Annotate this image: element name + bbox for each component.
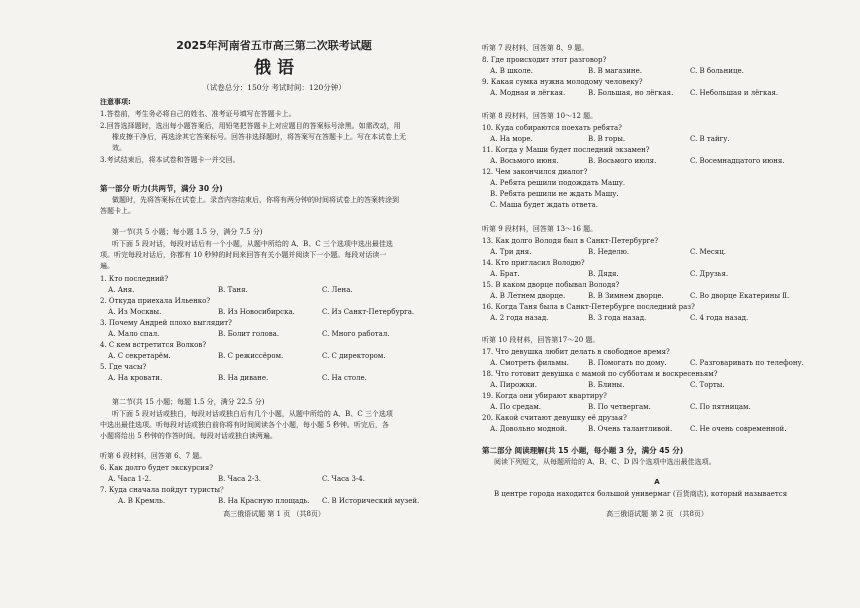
exam-meta: （试卷总分：150分 考试时间：120分钟）	[202, 83, 346, 92]
question-7: 7. Куда сначала пойдут туристы？	[100, 486, 228, 494]
question-6: 6. Как долго будет экскурсия?	[100, 464, 214, 472]
passage-line: В центре города находится большой универмаг (百货商店), который называется	[494, 490, 788, 498]
option-b: B. Часа 2-3.	[218, 475, 261, 483]
question-11: 11. Когда у Маши будет последний экзамен?	[482, 146, 650, 154]
option-c: C. По пятницам.	[690, 403, 751, 411]
options-q4	[100, 352, 448, 361]
option-a: А. В Летнем дворце.	[490, 292, 566, 300]
option-a: А. Восьмого июня.	[490, 157, 559, 165]
option-c: C. В Исторический музей.	[322, 497, 420, 505]
section1-intro-line: 项。听完每段对话后，你都有 10 秒钟的时间来回答有关小题并阅读下一小题。每段对话读一	[100, 251, 387, 259]
options-q19	[482, 403, 832, 412]
option-b: B. Помогать по дому.	[588, 359, 667, 367]
page-footer: 高三俄语试题 第 2 页 （共8页）	[606, 510, 708, 518]
option-a: А. Модная и лёгкая.	[490, 89, 566, 97]
option-c: C. Не очень современной.	[690, 425, 787, 433]
option-a: А. Мало спал.	[108, 330, 160, 338]
question-17: 17. Что девушка любит делать в свободное время?	[482, 348, 670, 356]
passage-label: А	[654, 478, 660, 486]
option-c: C. В тайгу.	[690, 135, 730, 143]
material-6-instruction: 听第 6 段材料，回答第 6、7 题。	[100, 452, 207, 460]
option-b: B. Дядя.	[588, 270, 619, 278]
options-q15	[482, 292, 832, 301]
option-c: C. Небольшая и лёгкая.	[690, 89, 779, 97]
material-8-instruction: 听第 8 段材料，回答第 10～12 题。	[482, 112, 598, 120]
option-b: B. Очень талантливой.	[588, 425, 673, 433]
exam-page-2	[482, 0, 832, 608]
option-c: C. Из Санкт-Петербурга.	[322, 308, 415, 316]
option-c: C. Часа 3-4.	[322, 475, 365, 483]
option-a: А. Часа 1-2.	[108, 475, 152, 483]
option-c: C. В больнице.	[690, 67, 744, 75]
option-b: B. С режиссёром.	[218, 352, 284, 360]
section1-intro-line: 遍。	[100, 262, 114, 270]
question-19: 19. Когда они убирают квартиру?	[482, 392, 607, 400]
option-c: C. Месяц.	[690, 248, 726, 256]
option-a: А. На море.	[490, 135, 533, 143]
option-b: B. 3 года назад.	[588, 314, 647, 322]
note-line: 1.答卷前，考生务必将自己的姓名、准考证号填写在答题卡上。	[100, 110, 296, 118]
option-c: C. Друзья.	[690, 270, 729, 278]
question-10: 10. Куда собираются поехать ребята?	[482, 124, 622, 132]
option-a: А. Пирожки.	[490, 381, 537, 389]
option-c: C. Лена.	[322, 286, 353, 294]
option-b: B. Ребята решили не ждать Машу.	[490, 190, 619, 198]
option-b: B. На Красную площадь.	[218, 497, 310, 505]
section1-intro-line: 听下面 5 段对话，每段对话后有一个小题，从题中所给的 A、B、C 三个选项中选出最佳选	[112, 240, 393, 248]
option-b: B. Большая, но лёгкая.	[588, 89, 674, 97]
exam-title: 2025年河南省五市高三第二次联考试题	[176, 40, 372, 52]
option-b: B. По четвергам.	[588, 403, 651, 411]
options-q2	[100, 308, 448, 317]
question-18: 18. Что готовит девушка с мамой по субботам и воскресеньям?	[482, 370, 718, 378]
question-5: 5. Где часы?	[100, 363, 147, 371]
question-4: 4. С кем встретится Волков?	[100, 341, 207, 349]
question-15: 15. В каком дворце побывал Володя?	[482, 281, 620, 289]
options-q16	[482, 314, 832, 323]
option-a: А. Аня.	[108, 286, 135, 294]
part1-intro-line: 做题时，先将答案标在试卷上。录音内容结束后，你将有两分钟的时间将试卷上的答案转涂到	[112, 196, 399, 204]
option-c: C. С директором.	[322, 352, 386, 360]
question-12: 12. Чем закончился диалог?	[482, 168, 588, 176]
question-16: 16. Когда Таня была в Санкт-Петербурге последний раз?	[482, 303, 695, 311]
note-line: 2.回答选择题时，选出每小题答案后，用铅笔把答题卡上对应题目的答案标号涂黑。如需改动，用	[100, 122, 401, 130]
options-q5	[100, 374, 448, 383]
material-10-instruction: 听第 10 段材料，回答第17～20 题。	[482, 336, 600, 344]
part1-intro-line: 答题卡上。	[100, 207, 135, 215]
option-b: B. На диване.	[218, 374, 269, 382]
option-a: А. На кровати.	[108, 374, 163, 382]
page-footer: 高三俄语试题 第 1 页 （共8页）	[223, 510, 325, 518]
options-q13	[482, 248, 832, 257]
option-a: А. 2 года назад.	[490, 314, 549, 322]
part1-title: 第一部分 听力(共两节，满分 30 分)	[100, 184, 223, 193]
options-q6	[100, 475, 448, 484]
options-q10	[482, 135, 832, 144]
option-b: B. В Зимнем дворце.	[588, 292, 664, 300]
options-q17	[482, 359, 832, 368]
option-c: C. Много работал.	[322, 330, 390, 338]
exam-page-1	[100, 0, 448, 608]
option-b: B. Болит голова.	[218, 330, 280, 338]
option-a: А. Из Москвы.	[108, 308, 162, 316]
options-q7	[100, 497, 448, 506]
option-c: C. Разговаривать по телефону.	[690, 359, 804, 367]
options-q9	[482, 89, 832, 98]
option-b: B. Блины.	[588, 381, 625, 389]
option-c: C. Восемнадцатого июня.	[690, 157, 785, 165]
question-3: 3. Почему Андрей плохо выглядит?	[100, 319, 232, 327]
option-a: А. Три дня.	[490, 248, 532, 256]
subject-title: 俄 语	[254, 58, 294, 78]
options-q14	[482, 270, 832, 279]
option-c: C. Торты.	[690, 381, 725, 389]
option-c: C. 4 года назад.	[690, 314, 749, 322]
note-line: 效。	[112, 144, 126, 152]
question-13: 13. Как долго Володя был в Санкт-Петербурге?	[482, 237, 659, 245]
option-b: B. Восьмого июля.	[588, 157, 657, 165]
part2-title: 第二部分 阅读理解(共 15 小题，每小题 3 分，满分 45 分)	[482, 446, 684, 455]
question-2: 2. Откуда приехала Ильенко?	[100, 297, 211, 305]
option-a: А. В школе.	[490, 67, 534, 75]
option-b: B. Неделю.	[588, 248, 630, 256]
notes-title: 注意事项:	[100, 98, 131, 106]
option-b: B. Из Новосибирска.	[218, 308, 295, 316]
option-b: B. В магазине.	[588, 67, 642, 75]
options-q20	[482, 425, 832, 434]
options-q1	[100, 286, 448, 295]
section2-intro-line: 听下面 5 段对话或独白，每段对话或独白后有几个小题，从题中所给的 A、B、C 三个选项	[112, 410, 393, 418]
material-7-instruction: 听第 7 段材料，回答第 8、9 题。	[482, 44, 589, 52]
options-q11	[482, 157, 832, 166]
option-c: C. На столе.	[322, 374, 367, 382]
material-9-instruction: 听第 9 段材料，回答第 13～16 题。	[482, 225, 598, 233]
question-9: 9. Какая сумка нужна молодому человеку?	[482, 78, 643, 86]
question-20: 20. Какой считают девушку её друзья?	[482, 414, 627, 422]
section1-title: 第一节(共 5 小题；每小题 1.5 分，满分 7.5 分)	[112, 228, 263, 236]
section2-intro-line: 中选出最佳选项。听每段对话或独白前你将有时间阅读各个小题，每小题 5 秒钟。听完后，各	[100, 421, 389, 429]
option-a: А. Довольно модной.	[490, 425, 567, 433]
option-c: C. Во дворце Екатерины Ⅱ.	[690, 292, 790, 300]
section2-intro-line: 小题将给出 5 秒钟的作答时间。每段对话或独白读两遍。	[100, 432, 277, 440]
options-q18	[482, 381, 832, 390]
note-line: 3.考试结束后，将本试卷和答题卡一并交回。	[100, 156, 240, 164]
question-14: 14. Кто пригласил Володю?	[482, 259, 585, 267]
question-8: 8. Где происходит этот разговор?	[482, 56, 607, 64]
option-a: А. Брат.	[490, 270, 520, 278]
option-a: А. С секретарём.	[108, 352, 171, 360]
option-a: А. Ребята решили подождать Машу.	[490, 179, 626, 187]
option-a: А. По средам.	[490, 403, 541, 411]
option-a: А. Смотреть фильмы.	[490, 359, 569, 367]
option-a: А. В Кремль.	[118, 497, 166, 505]
options-q3	[100, 330, 448, 339]
option-b: B. Таня.	[218, 286, 248, 294]
section2-title: 第二节(共 15 小题；每题 1.5 分，满分 22.5 分)	[112, 398, 265, 406]
question-1: 1. Кто последний?	[100, 275, 169, 283]
note-line: 橡皮擦干净后，再选涂其它答案标号。回答非选择题时，将答案写在答题卡上。写在本试卷上无	[112, 133, 406, 141]
option-b: B. В горы.	[588, 135, 626, 143]
option-c: C. Маша будет ждать ответа.	[490, 201, 598, 209]
part2-intro: 阅读下列短文，从每题所给的 A、B、C、D 四个选项中选出最佳选项。	[494, 458, 716, 466]
options-q8	[482, 67, 832, 76]
